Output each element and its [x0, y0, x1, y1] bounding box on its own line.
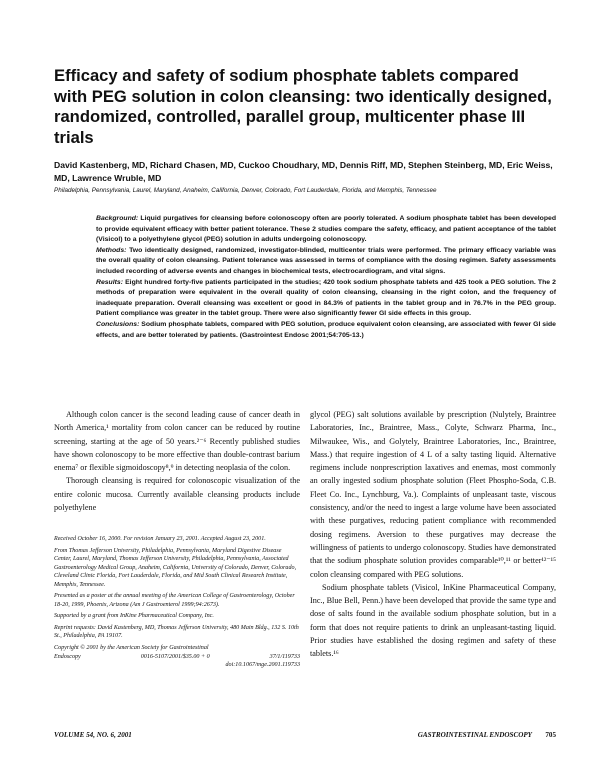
body-paragraph: Sodium phosphate tablets (Visicol, InKine Pharmaceutical Company, Inc., Blue Bell, Penn.) have been developed that provide the same type and dose of salts found in the available sodium phosphate solution, but in a form that does not require patients to drink an unpleasant-tasting liquid. Prior studies have established the dosing regimen and safety of these tablets.¹⁶ — [310, 582, 557, 659]
copyright-note — [54, 644, 300, 670]
body-paragraph: glycol (PEG) salt solutions available by prescription (Nulytely, Braintree Laboratories, Inc., Braintree, Mass., Colyte, Schwarz Pharma, Inc., Milwaukee, Wis., and Golytely, Braintree Laboratories, Inc., Braintree, Mass.) that require ingestion of 4 L of a salty tasting liquid. Alternative regimens include nonprescription laxatives and enemas, most commonly an orally ingested sodium phosphate solution (Fleet Phospho-Soda, C.B. Fleet Co. Inc., Lynchburg, Va.). Complaints of unpleasant taste, viscous consistency, and/or the need to ingest a large volume have been associated with these purgatives, reducing patient compliance with recommended dosing regimens. Aversion to these purgatives may decrease the willingness of patients to undergo colonoscopy. Studies have demonstrated that the sodium phosphate solution provides comparable¹⁰,¹¹ or better¹²⁻¹⁵ colon cleansing compared with PEG solutions. — [310, 410, 556, 579]
abstract-background — [96, 214, 556, 246]
volume-issue: VOLUME 54, NO. 6, 2001 — [54, 731, 132, 739]
body-paragraph: Although colon cancer is the second leading cause of cancer death in North America,¹ mortality from colon cancer can be reduced by routine screening, starting at the age of 50 years.²⁻⁶ Recently published studies have shown colonoscopy to be more effective than double-contrast barium enema⁷ or flexible sigmoidoscopy⁸,⁹ in detecting neoplasia of the colon. — [54, 410, 300, 473]
article-footnotes — [54, 535, 300, 670]
conclusions-text: Sodium phosphate tablets, compared with PEG solution, produce equivalent colon cleansing, are associated with fewer GI side effects, and are better tolerated by patients. (Gastrointest Endosc 2001;54:705-13.) — [96, 320, 556, 339]
body-paragraph: Thorough cleansing is required for colonoscopic visualization of the entire colonic mucosa. Currently available cleansing products include polyethylene — [54, 476, 300, 513]
article-code: 37/1/119733 — [269, 653, 300, 660]
reprint-note: Reprint requests: David Kastenberg, MD, Thomas Jefferson University, 480 Main Bldg., 132 S. 10th St., Philadelphia, PA 19107. — [54, 624, 299, 640]
abstract — [96, 214, 556, 341]
journal-name: GASTROINTESTINAL ENDOSCOPY — [417, 731, 532, 739]
body-column-left — [54, 408, 300, 514]
issn-line — [54, 653, 300, 662]
page-number: 705 — [545, 731, 556, 739]
background-label: Background: — [96, 215, 139, 222]
received-note: Received October 16, 2000. For revision January 23, 2001. Accepted August 23, 2001. — [54, 536, 266, 542]
background-text: Liquid purgatives for cleansing before colonoscopy often are poorly tolerated. A sodium phosphate tablet has been developed to provide equivalent efficacy with better patient tolerance. These 2 studies compare the safety, efficacy, and patient acceptance of the tablet (Visicol) to a polyethylene glycol (PEG) solution in adults undergoing colonoscopy. — [96, 215, 556, 244]
presented-note: Presented as a poster at the annual meeting of the American College of Gastroenterology, October 18-20, 1999, Phoenix, Arizona (Am J Gastroenterol 1999;94:2673). — [54, 593, 295, 608]
doi-line: doi:10.1067/mge.2001.119733 — [225, 662, 300, 669]
results-text: Eight hundred forty-five patients participated in the studies; 420 took sodium phosphate tablets and 425 took a PEG solution. The 2 methods of preparation were equivalent in the overall quality of colon cleansing, cleansing in the right colon, and the frequency of inadequate preparation. Overall cleansing was excellent or good in 84.3% of patients in the tablet group and in 76.7% in the PEG group. Patient compliance was greater in the tablet group. There were also significantly fewer GI side effects in this group. — [96, 278, 556, 318]
methods-label: Methods: — [96, 246, 127, 254]
copyright-line: Copyright © 2001 by the American Society for Gastrointestinal — [54, 645, 209, 652]
author-list: David Kastenberg, MD, Richard Chasen, MD, Cuckoo Choudhary, MD, Dennis Riff, MD, Stephen Steinberg, MD, Eric Weiss, MD, Lawrence Wruble, MD — [54, 160, 553, 183]
abstract-results — [96, 278, 556, 320]
copyright-society: Endoscopy — [54, 653, 81, 660]
issn-code: 0016-5107/2001/$35.00 + 0 — [140, 653, 210, 660]
conclusions-label: Conclusions: — [96, 320, 140, 328]
body-column-right — [310, 408, 556, 661]
methods-text: Two identically designed, randomized, investigator-blinded, multicenter trials were performed. The primary efficacy variable was the overall quality of colon cleansing. Patient tolerance was assessed in terms of compliance with the dosing regimen. Safety assessments included recording of adverse events and changes in biochemical tests, electrocardiogram, and vital signs. — [96, 246, 557, 275]
article-title: Efficacy and safety of sodium phosphate tablets compared with PEG solution in colon cleansing: two identically designed, randomized, controlled, parallel group, multicenter phase III trials — [54, 66, 552, 147]
funding-note: Supported by a grant from InKine Pharmaceutical Company, Inc. — [54, 613, 214, 620]
affiliation-note: From Thomas Jefferson University, Philadelphia, Pennsylvania, Maryland Digestive Disease Center, Laurel, Maryland, Thomas Jefferson University, Philadelphia, Pennsylvania, Associated Gastroenterology Medical Group, Anaheim, California, University of Colorado, Denver, Colorado, Cleveland Clinic Florida, Fort Lauderdale, Florida, and Mid South Clinical Research Institute, Memphis, Tennessee. — [54, 547, 297, 588]
author-affiliations: Philadelphia, Pennsylvania, Laurel, Maryland, Anaheim, California, Denver, Colorado, Fort Lauderdale, Florida, and Memphis, Tennessee — [54, 187, 437, 194]
abstract-methods — [96, 246, 556, 278]
results-label: Results: — [96, 278, 124, 286]
abstract-conclusions — [96, 320, 556, 341]
